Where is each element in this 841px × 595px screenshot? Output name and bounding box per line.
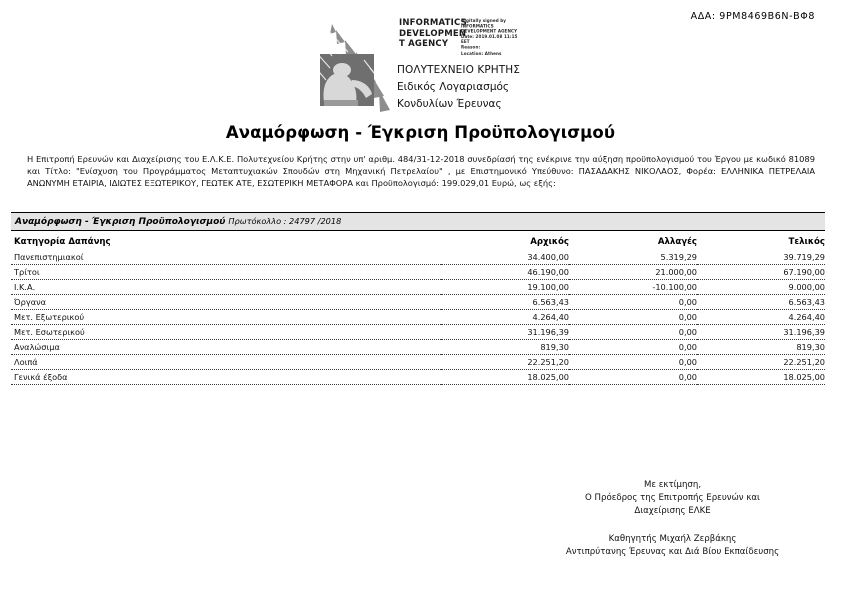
column-header-category: Κατηγορία Δαπάνης (14, 237, 111, 247)
cell-final: 31.196,39 (697, 325, 825, 340)
budget-table-section (11, 212, 825, 385)
cell-initial: 22.251,20 (441, 355, 569, 370)
organization-line-1: ΠΟΛΥΤΕΧΝΕΙΟ ΚΡΗΤΗΣ (397, 64, 521, 76)
section-band-title: Αναμόρφωση - Έγκριση Προϋπολογισμού (15, 217, 226, 227)
column-header-initial: Αρχικός (530, 237, 569, 247)
ida-line-3: T AGENCY (399, 39, 449, 49)
cell-category: Ι.Κ.Α. (11, 280, 441, 295)
cell-category: Όργανα (11, 295, 441, 310)
signatory-position: Αντιπρύτανης Έρευνας και Διά Βίου Εκπαίδευσης (565, 547, 780, 557)
cell-initial: 819,30 (441, 340, 569, 355)
ida-line-1: INFORMATICS (399, 18, 467, 28)
cell-changes: 0,00 (569, 295, 697, 310)
ida-detail-2: INFORMATICS (461, 23, 494, 29)
table-row (11, 340, 825, 355)
cell-final: 6.563,43 (697, 295, 825, 310)
cell-final: 18.025,00 (697, 370, 825, 385)
cell-category: Τρίτοι (11, 265, 441, 280)
table-row (11, 280, 825, 295)
signature-closing-block (520, 479, 825, 518)
table-row (11, 325, 825, 340)
cell-changes: 21.000,00 (569, 265, 697, 280)
table-header-row (11, 237, 825, 250)
cell-final: 39.719,29 (697, 250, 825, 265)
cell-initial: 46.190,00 (441, 265, 569, 280)
table-row (11, 295, 825, 310)
cell-initial: 31.196,39 (441, 325, 569, 340)
ida-line-2: DEVELOPMEN (399, 28, 467, 39)
cell-changes: -10.100,00 (569, 280, 697, 295)
signature-role-line-2: Διαχείρισης ΕΛΚΕ (634, 506, 711, 516)
document-header (312, 18, 527, 120)
cell-final: 4.264,40 (697, 310, 825, 325)
table-row (11, 310, 825, 325)
ada-code: ΑΔΑ: 9ΡΜ8469Β6Ν-ΒΦ8 (690, 11, 815, 22)
cell-final: 819,30 (697, 340, 825, 355)
cell-category: Λοιπά (11, 355, 441, 370)
page-title: Αναμόρφωση - Έγκριση Προϋπολογισμού (225, 123, 616, 142)
column-header-final: Τελικός (788, 237, 825, 247)
cell-category: Μετ. Εξωτερικού (11, 310, 441, 325)
table-row (11, 370, 825, 385)
cell-changes: 0,00 (569, 355, 697, 370)
signature-name-block (520, 533, 825, 559)
cell-initial: 19.100,00 (441, 280, 569, 295)
cell-changes: 0,00 (569, 325, 697, 340)
technical-university-of-crete-emblem-icon (312, 20, 394, 118)
ida-detail-1: Digitally signed by (461, 18, 507, 24)
section-band-protocol: Πρωτόκολλο : 24797 /2018 (228, 216, 342, 226)
section-header-band (11, 213, 825, 231)
cell-final: 22.251,20 (697, 355, 825, 370)
informatics-development-agency-stamp (399, 18, 527, 60)
ida-detail-4: Date: 2019.01.08 11:15 (461, 34, 518, 40)
column-header-changes: Αλλαγές (657, 237, 697, 247)
cell-changes: 0,00 (569, 340, 697, 355)
ida-detail-6: Reason: (461, 44, 481, 50)
intro-paragraph: Η Επιτροπή Ερευνών και Διαχείρισης του Ε.Λ.Κ.Ε. Πολυτεχνείου Κρήτης στην υπ' αριθμ. 484/31-12-2018 συνεδρίασή της ενέκρινε την αύξηση προϋπολογισμού του Έργου με κωδικό 81089 και Τίτλο: "Ενίσχυση του Προγράμματος Μεταπτυχιακών Σπουδών στη Μηχανική Πετρελαίου" , με Επιστημονικό Υπεύθυνο: ΠΑΣΑΔΑΚΗΣ ΝΙΚΟΛΑΟΣ, Φορέα: ΕΛΛΗΝΙΚΑ ΠΕΤΡΕΛΑΙΑ ΑΝΩΝΥΜΗ ΕΤΑΙΡΙΑ, ΙΔΙΩΤΕΣ ΕΞΩΤΕΡΙΚΟΥ, ΓΕΩΤΕΚ ΑΤΕ, ΕΣΩΤΕΡΙΚΗ ΜΕΤΑΦΟΡΑ και Προϋπολογισμό: 199.029,01 Ευρώ, ως εξής: (27, 154, 815, 189)
cell-initial: 4.264,40 (441, 310, 569, 325)
cell-category: Πανεπιστημιακοί (11, 250, 441, 265)
signatory-name: Καθηγητής Μιχαήλ Ζερβάκης (608, 534, 737, 544)
cell-initial: 6.563,43 (441, 295, 569, 310)
cell-changes: 5.319,29 (569, 250, 697, 265)
cell-category: Αναλώσιμα (11, 340, 441, 355)
budget-table-body (11, 250, 825, 385)
table-row (11, 355, 825, 370)
organization-line-2: Ειδικός Λογαριασμός (397, 81, 510, 93)
ida-detail-5: EET (461, 39, 470, 45)
budget-table (11, 237, 825, 385)
table-row (11, 250, 825, 265)
signature-role-line-1: Ο Πρόεδρος της Επιτροπής Ερευνών και (585, 493, 760, 503)
cell-category: Γενικά έξοδα (11, 370, 441, 385)
organization-name (397, 62, 527, 113)
ida-signature-details (461, 18, 527, 55)
signature-closing: Με εκτίμηση, (643, 480, 702, 490)
cell-final: 67.190,00 (697, 265, 825, 280)
cell-initial: 34.400,00 (441, 250, 569, 265)
cell-changes: 0,00 (569, 370, 697, 385)
cell-initial: 18.025,00 (441, 370, 569, 385)
ida-detail-7: Location: Athens (461, 50, 502, 56)
organization-line-3: Κονδυλίων Έρευνας (397, 98, 502, 110)
table-row (11, 265, 825, 280)
cell-category: Μετ. Εσωτερικού (11, 325, 441, 340)
cell-final: 9.000,00 (697, 280, 825, 295)
ida-detail-3: DEVELOPMENT AGENCY (461, 28, 518, 34)
cell-changes: 0,00 (569, 310, 697, 325)
